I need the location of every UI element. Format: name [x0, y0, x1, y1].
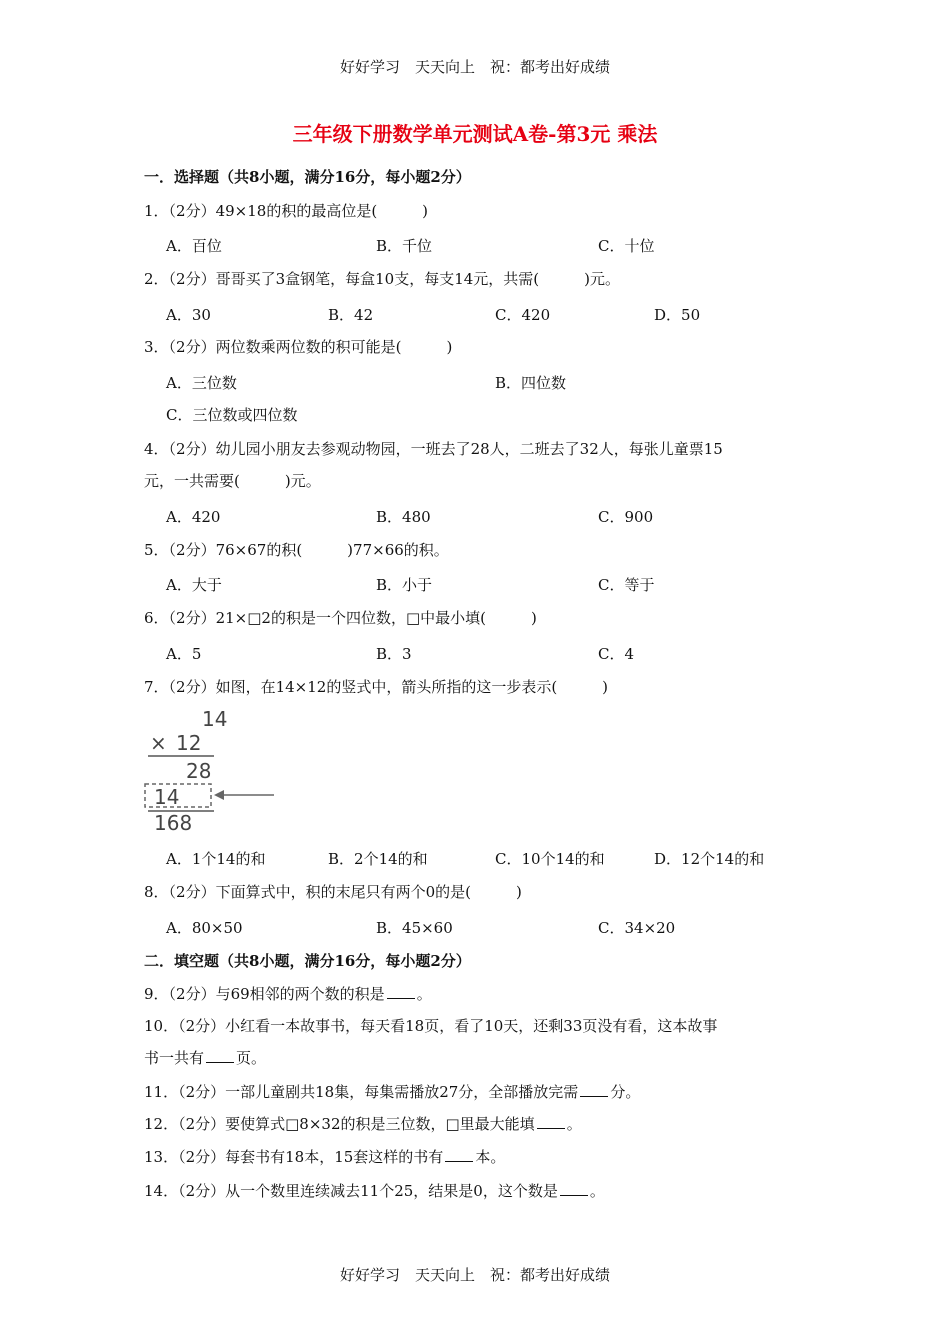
fig-partial-product-1: 28	[186, 759, 212, 783]
q9-answer-blank[interactable]	[387, 984, 415, 999]
question-8: 8．（2分）下面算式中，积的末尾只有两个0的是( )	[144, 883, 522, 901]
question-11	[144, 1081, 640, 1102]
page-title: 三年级下册数学单元测试A卷-第3元 乘法	[292, 122, 658, 146]
q10-suffix: 页。	[236, 1049, 267, 1067]
section-choice-heading: 一．选择题（共8小题，满分16分，每小题2分）	[144, 168, 471, 186]
q13-answer-blank[interactable]	[445, 1147, 473, 1162]
question-2: 2．（2分）哥哥买了3盒钢笔，每盒10支，每支14元，共需( )元。	[144, 270, 621, 288]
q1-option-a[interactable]: A．百位	[166, 237, 222, 255]
question-3: 3．（2分）两位数乘两位数的积可能是( )	[144, 338, 453, 356]
vertical-multiplication-figure	[140, 704, 280, 834]
question-13	[144, 1146, 505, 1167]
q4-option-b[interactable]: B．480	[376, 508, 431, 526]
q2-option-b[interactable]: B．42	[328, 306, 374, 324]
q6-option-a[interactable]: A．5	[166, 645, 202, 663]
section-fill-heading: 二．填空题（共8小题，满分16分，每小题2分）	[144, 952, 471, 970]
question-10-line2	[144, 1047, 266, 1068]
q12-suffix: 。	[566, 1115, 582, 1133]
q5-option-a[interactable]: A．大于	[166, 576, 222, 594]
fig-arrow-head	[214, 790, 224, 800]
q8-option-a[interactable]: A．80×50	[166, 919, 243, 937]
question-9	[144, 983, 432, 1004]
q3-option-a[interactable]: A．三位数	[166, 374, 237, 392]
q2-option-a[interactable]: A．30	[166, 306, 211, 324]
q13-text: 13．（2分）每套书有18本，15套这样的书有	[144, 1148, 444, 1166]
page-footer: 好好学习 天天向上 祝：都考出好成绩	[339, 1266, 610, 1284]
q12-answer-blank[interactable]	[537, 1114, 565, 1129]
q13-suffix: 本。	[475, 1148, 506, 1166]
q5-option-b[interactable]: B．小于	[376, 576, 433, 594]
q6-option-b[interactable]: B．3	[376, 645, 412, 663]
q7-option-b[interactable]: B．2个14的和	[328, 850, 428, 868]
q10-text: 书一共有	[144, 1049, 205, 1067]
q6-option-c[interactable]: C．4	[598, 645, 635, 663]
q14-answer-blank[interactable]	[560, 1181, 588, 1196]
q10-answer-blank[interactable]	[206, 1048, 234, 1063]
q7-option-d[interactable]: D．12个14的和	[654, 850, 765, 868]
question-4-line2: 元，一共需要( )元。	[144, 472, 321, 490]
q7-option-c[interactable]: C．10个14的和	[495, 850, 605, 868]
q3-option-b[interactable]: B．四位数	[495, 374, 567, 392]
q8-option-c[interactable]: C．34×20	[598, 919, 676, 937]
fig-multiplicand: 14	[202, 707, 228, 731]
q12-text: 12．（2分）要使算式□8×32的积是三位数，□里最大能填	[144, 1115, 535, 1133]
question-1: 1．（2分）49×18的积的最高位是( )	[144, 202, 429, 220]
question-6: 6．（2分）21×□2的积是一个四位数，□中最小填( )	[144, 609, 537, 627]
question-4-line1: 4．（2分）幼儿园小朋友去参观动物园，一班去了28人，二班去了32人，每张儿童票15	[144, 440, 723, 458]
question-10-line1: 10．（2分）小红看一本故事书，每天看18页，看了10天，还剩33页没有看，这本故事	[144, 1017, 718, 1035]
fig-multiplier: 12	[176, 731, 202, 755]
q9-text: 9．（2分）与69相邻的两个数的积是	[144, 985, 385, 1003]
q14-text: 14．（2分）从一个数里连续减去11个25，结果是0，这个数是	[144, 1182, 558, 1200]
q2-option-c[interactable]: C．420	[495, 306, 551, 324]
q2-option-d[interactable]: D．50	[654, 306, 701, 324]
q5-option-c[interactable]: C．等于	[598, 576, 655, 594]
page-header: 好好学习 天天向上 祝：都考出好成绩	[339, 58, 610, 76]
q4-option-a[interactable]: A．420	[166, 508, 221, 526]
question-14	[144, 1180, 605, 1201]
q7-option-a[interactable]: A．1个14的和	[166, 850, 266, 868]
q3-option-c[interactable]: C．三位数或四位数	[166, 406, 298, 424]
q11-answer-blank[interactable]	[580, 1082, 608, 1097]
q8-option-b[interactable]: B．45×60	[376, 919, 453, 937]
fig-times-sign: ×	[150, 731, 167, 755]
fig-product: 168	[154, 811, 193, 834]
q11-text: 11．（2分）一部儿童剧共18集，每集需播放27分，全部播放完需	[144, 1083, 579, 1101]
q1-option-b[interactable]: B．千位	[376, 237, 433, 255]
fig-partial-product-2: 14	[154, 785, 180, 809]
q9-suffix: 。	[416, 985, 432, 1003]
q11-suffix: 分。	[610, 1083, 641, 1101]
question-5: 5．（2分）76×67的积( )77×66的积。	[144, 541, 449, 559]
question-12	[144, 1113, 582, 1134]
q1-option-c[interactable]: C．十位	[598, 237, 655, 255]
q14-suffix: 。	[589, 1182, 605, 1200]
q4-option-c[interactable]: C．900	[598, 508, 654, 526]
question-7: 7．（2分）如图，在14×12的竖式中，箭头所指的这一步表示( )	[144, 678, 609, 696]
